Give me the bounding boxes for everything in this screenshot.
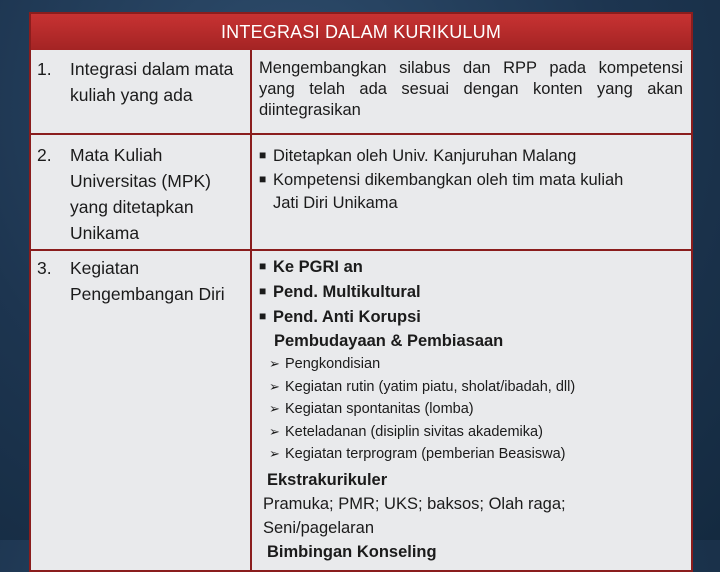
row-1-content: Mengembangkan silabus dan RPP pada kompetensi yang telah ada sesuai dengan konten yang akan diintegrasikan — [259, 59, 683, 119]
row-2-bullet: ■ Kompetensi dikembangkan oleh tim mata kuliah — [259, 168, 683, 192]
sub-item: ➢ Kegiatan spontanitas (lomba) — [259, 398, 683, 421]
row-3-bullet: ■ Pend. Multikultural — [259, 279, 683, 304]
row-3-bullet: ■ Pend. Anti Korupsi — [259, 304, 683, 329]
row-2-bullet: ■ Ditetapkan oleh Univ. Kanjuruhan Malang — [259, 144, 683, 168]
row-1-label: Integrasi dalam mata kuliah yang ada — [70, 59, 234, 105]
square-bullet-icon: ■ — [259, 309, 267, 323]
arrow-bullet-icon: ➢ — [269, 356, 280, 371]
square-bullet-icon: ■ — [259, 148, 267, 162]
row-2-bullet-continuation: Jati Diri Unikama — [273, 194, 398, 212]
row-3-content — [259, 254, 683, 564]
row-2-number: 2. — [37, 145, 52, 165]
square-bullet-icon: ■ — [259, 259, 267, 273]
square-bullet-icon: ■ — [259, 172, 267, 186]
row-3-bullet-continuation: Pembudayaan & Pembiasaan — [274, 332, 504, 350]
arrow-bullet-icon: ➢ — [269, 401, 280, 416]
row-1-number: 1. — [37, 59, 52, 79]
row-divider — [31, 133, 691, 135]
table-title: INTEGRASI DALAM KURIKULUM — [31, 14, 691, 50]
row-3-bullet: ■ Ke PGRI an — [259, 254, 683, 279]
row-2-content — [259, 144, 683, 215]
row-1-label-cell — [37, 56, 249, 108]
sub-item: ➢ Pengkondisian — [259, 353, 683, 376]
extracurricular-title: Ekstrakurikuler — [267, 470, 388, 489]
column-divider — [250, 50, 252, 570]
sub-item: ➢ Keteladanan (disiplin sivitas akademika) — [259, 421, 683, 444]
sub-item: ➢ Kegiatan rutin (yatim piatu, sholat/ibadah, dll) — [259, 376, 683, 399]
extracurricular-line: Seni/pagelaran — [263, 518, 375, 537]
sub-item: ➢ Kegiatan terprogram (pemberian Beasiswa) — [259, 443, 683, 466]
extracurricular-line: Pramuka; PMR; UKS; baksos; Olah raga; — [263, 494, 566, 513]
row-3-number: 3. — [37, 258, 52, 278]
arrow-bullet-icon: ➢ — [269, 378, 280, 394]
curriculum-table — [29, 12, 693, 572]
row-2-label-cell — [37, 142, 249, 246]
square-bullet-icon: ■ — [259, 284, 267, 298]
row-3-label-cell — [37, 255, 249, 307]
row-3-label: Kegiatan Pengembangan Diri — [70, 258, 225, 304]
row-2-label: Mata Kuliah Universitas (MPK) yang ditetapkan Unikama — [70, 145, 211, 243]
row-divider — [31, 249, 691, 251]
counseling-title: Bimbingan Konseling — [267, 542, 437, 561]
arrow-bullet-icon: ➢ — [269, 446, 280, 461]
arrow-bullet-icon: ➢ — [269, 423, 280, 439]
